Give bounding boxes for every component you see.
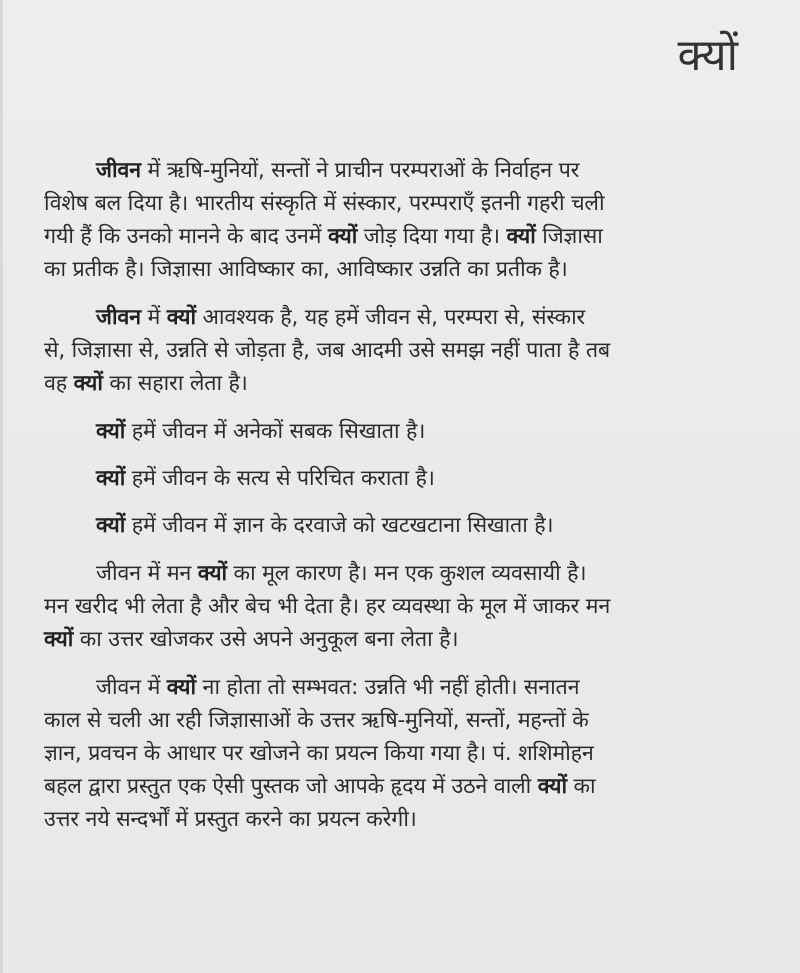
line-text: गयी हैं कि उनको मानने के बाद उनमें (44, 224, 328, 249)
bold-word: क्यों (506, 224, 536, 249)
bold-word: क्यों (537, 774, 567, 799)
page-title: क्यों (677, 30, 738, 81)
paragraph-2 (44, 301, 744, 400)
text-line (44, 220, 744, 253)
line-text: ना होता तो सम्भवत: उन्नति भी नहीं होती। सनातन (195, 675, 580, 700)
text-line (44, 803, 744, 836)
line-text: हमें जीवन के सत्य से परिचित कराता है। (125, 466, 435, 491)
line-text: का उत्तर खोजकर उसे अपने अनुकूल बना लेता है। (73, 627, 459, 652)
line-text: जिज्ञासा (535, 224, 603, 249)
paragraph-6 (44, 557, 744, 656)
text-line (44, 187, 744, 220)
line-text: वह (44, 371, 74, 396)
bold-word: जीवन (96, 158, 141, 183)
line-text: काल से चली आ रही जिज्ञासाओं के उत्तर ऋषि-मुनियों, सन्तों, महन्तों के (44, 708, 589, 733)
text-line (44, 367, 744, 400)
line-text: जोड़ दिया गया है। (357, 224, 507, 249)
text-line (44, 301, 744, 334)
paragraph-1 (44, 154, 744, 286)
bold-word: क्यों (73, 371, 103, 396)
bold-word: क्यों (166, 675, 196, 700)
paragraph-5 (44, 509, 744, 542)
line-text: आवश्यक है, यह हमें जीवन से, परम्परा से, संस्कार (195, 305, 586, 330)
bold-word: क्यों (197, 561, 227, 586)
line-text: जीवन में मन (96, 561, 198, 586)
text-line (44, 154, 744, 187)
paragraph-4 (44, 462, 744, 495)
line-text: हमें जीवन में अनेकों सबक सिखाता है। (125, 419, 426, 444)
line-text: हमें जीवन में ज्ञान के दरवाजे को खटखटाना सिखाता है। (125, 513, 554, 538)
bold-word: क्यों (166, 305, 196, 330)
text-line (44, 590, 744, 623)
line-text: विशेष बल दिया है। भारतीय संस्कृति में संस्कार, परम्पराएँ इतनी गहरी चली (44, 191, 605, 216)
line-text: का (566, 774, 596, 799)
line-text: का सहारा लेता है। (102, 371, 248, 396)
line-text: का प्रतीक है। जिज्ञासा आविष्कार का, आविष्कार उन्नति का प्रतीक है। (44, 257, 568, 282)
page-edge (0, 0, 3, 973)
line-text: उत्तर नये सन्दर्भों में प्रस्तुत करने का प्रयत्न करेगी। (44, 807, 417, 832)
text-line (44, 704, 744, 737)
text-line (44, 253, 744, 286)
text-line (44, 509, 744, 542)
bold-word: क्यों (96, 513, 126, 538)
bold-word: क्यों (44, 627, 74, 652)
line-text: से, जिज्ञासा से, उन्नति से जोड़ता है, जब आदमी उसे समझ नहीं पाता है तब (44, 338, 610, 363)
text-line (44, 770, 744, 803)
text-line (44, 415, 744, 448)
bold-word: क्यों (327, 224, 358, 249)
text-line (44, 557, 744, 590)
text-line (44, 334, 744, 367)
line-text: में (140, 305, 167, 330)
line-text: ज्ञान, प्रवचन के आधार पर खोजने का प्रयत्न किया गया है। पं. शशिमोहन (44, 741, 594, 766)
text-line (44, 623, 744, 656)
bold-word: क्यों (96, 466, 126, 491)
line-text: बहल द्वारा प्रस्तुत एक ऐसी पुस्तक जो आपके हृदय में उठने वाली (44, 774, 538, 799)
paragraph-3 (44, 415, 744, 448)
page-body (44, 154, 744, 836)
text-line (44, 462, 744, 495)
text-line (44, 671, 744, 704)
line-text: जीवन में (96, 675, 167, 700)
line-text: में ऋषि-मुनियों, सन्तों ने प्राचीन परम्पराओं के निर्वाहन पर (140, 158, 580, 183)
line-text: मन खरीद भी लेता है और बेच भी देता है। हर व्यवस्था के मूल में जाकर मन (44, 594, 611, 619)
text-line (44, 737, 744, 770)
line-text: का मूल कारण है। मन एक कुशल व्यवसायी है। (226, 561, 587, 586)
paragraph-7 (44, 671, 744, 836)
bold-word: जीवन (96, 305, 141, 330)
bold-word: क्यों (96, 419, 126, 444)
